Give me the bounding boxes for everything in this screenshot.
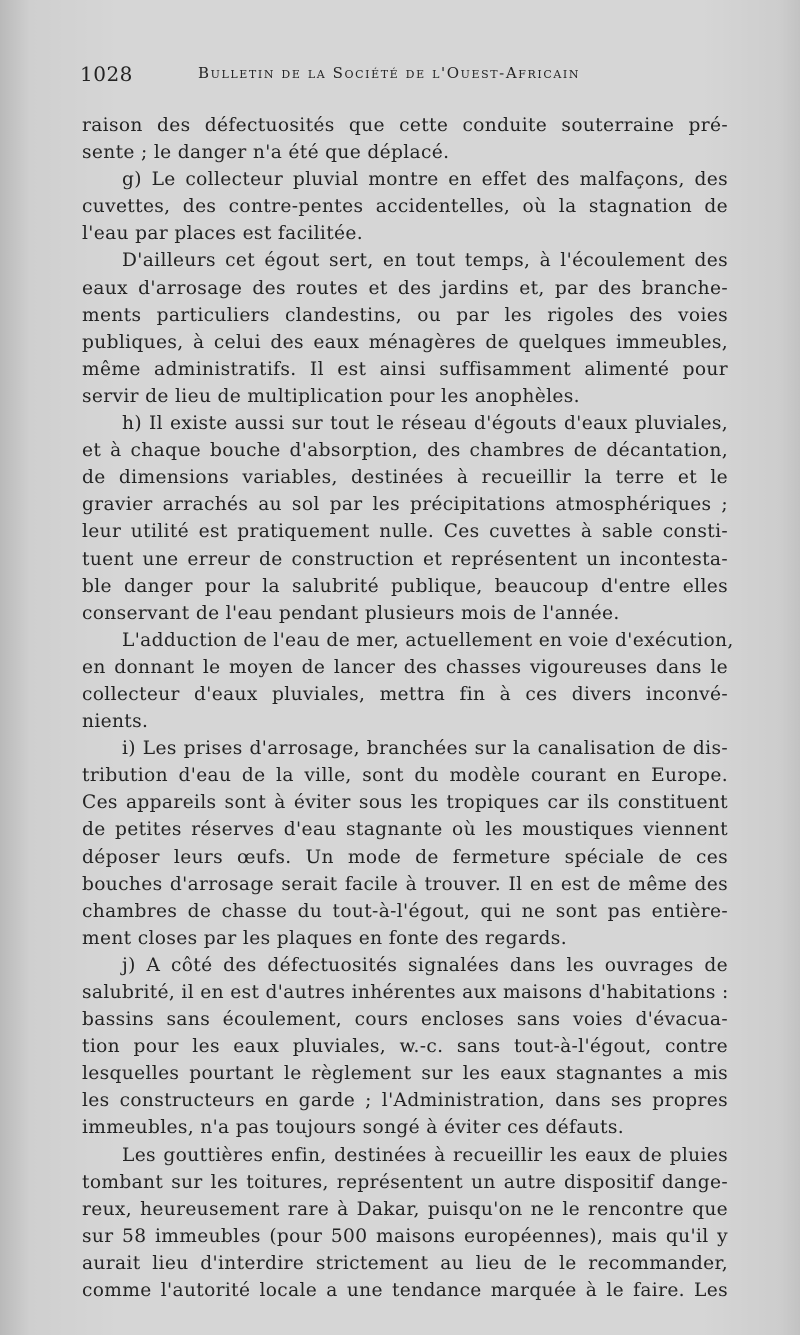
text-line: déposer leurs œufs. Un mode de fermeture spéciale de ces — [82, 846, 728, 868]
text-line: l'eau par places est facilitée. — [82, 223, 364, 245]
text-line: j) A côté des défectuosités signalées dans les ouvrages de — [122, 954, 728, 976]
text-line: servir de lieu de multiplication pour les anophèles. — [82, 385, 580, 407]
text-line: même administratifs. Il est ainsi suffisamment alimenté pour — [82, 358, 728, 380]
text-line: tuent une erreur de construction et représentent un incontesta- — [82, 548, 728, 570]
page-number: 1028 — [80, 62, 133, 86]
text-line: Les gouttières enfin, destinées à recueillir les eaux de pluies — [122, 1144, 728, 1166]
text-line: chambres de chasse du tout-à-l'égout, qui ne sont pas entière- — [82, 900, 728, 922]
text-line: ment closes par les plaques en fonte des regards. — [82, 927, 567, 949]
text-line: lesquelles pourtant le règlement sur les eaux stagnantes a mis — [82, 1063, 728, 1085]
page-header — [80, 62, 730, 92]
text-line: conservant de l'eau pendant plusieurs mois de l'année. — [82, 602, 620, 624]
running-title: Bulletin de la Société de l'Ouest-Africain — [198, 64, 581, 82]
text-line: h) Il existe aussi sur tout le réseau d'égouts d'eaux pluviales, — [122, 413, 728, 435]
text-line: ments particuliers clandestins, ou par les rigoles des voies — [82, 304, 728, 326]
text-line: aurait lieu d'interdire strictement au lieu de le recommander, — [82, 1252, 728, 1274]
text-line: Ces appareils sont à éviter sous les tropiques car ils constituent — [82, 792, 728, 814]
text-line: tombant sur les toitures, représentent un autre dispositif dange- — [82, 1171, 728, 1193]
text-line: reux, heureusement rare à Dakar, puisqu'on ne le rencontre que — [82, 1198, 728, 1220]
text-line: comme l'autorité locale a une tendance marquée à le faire. Les — [82, 1280, 728, 1302]
text-line: leur utilité est pratiquement nulle. Ces cuvettes à sable consti- — [82, 521, 728, 543]
text-line: D'ailleurs cet égout sert, en tout temps, à l'écoulement des — [122, 250, 728, 272]
body-text — [82, 112, 734, 1304]
text-line: de dimensions variables, destinées à recueillir la terre et le — [82, 467, 728, 489]
text-line: nients. — [82, 711, 149, 733]
text-line: sur 58 immeubles (pour 500 maisons européennes), mais qu'il y — [82, 1225, 728, 1247]
text-line: i) Les prises d'arrosage, branchées sur la canalisation de dis- — [122, 738, 728, 760]
text-line: cuvettes, des contre-pentes accidentelles, où la stagnation de — [82, 196, 728, 218]
text-line: gravier arrachés au sol par les précipitations atmosphériques ; — [82, 494, 728, 516]
text-line: raison des défectuosités que cette conduite souterraine pré- — [82, 115, 728, 136]
text-line: tion pour les eaux pluviales, w.-c. sans tout-à-l'égout, contre — [82, 1036, 728, 1058]
text-line: eaux d'arrosage des routes et des jardins et, par des branche- — [82, 277, 728, 299]
text-line: publiques, à celui des eaux ménagères de quelques immeubles, — [82, 331, 728, 353]
text-line: en donnant le moyen de lancer des chasses vigoureuses dans le — [82, 656, 728, 678]
text-line: les constructeurs en garde ; l'Administration, dans ses propres — [82, 1090, 728, 1112]
text-line: collecteur d'eaux pluviales, mettra fin à ces divers inconvé- — [82, 683, 728, 705]
text-line: tribution d'eau de la ville, sont du modèle courant en Europe. — [82, 765, 728, 787]
text-line: bouches d'arrosage serait facile à trouver. Il en est de même des — [82, 873, 728, 895]
text-line: g) Le collecteur pluvial montre en effet des malfaçons, des — [122, 169, 728, 191]
text-line: immeubles, n'a pas toujours songé à éviter ces défauts. — [82, 1117, 624, 1139]
text-line: de petites réserves d'eau stagnante où les moustiques viennent — [82, 819, 728, 841]
text-line: salubrité, il en est d'autres inhérentes aux maisons d'habitations : — [82, 982, 729, 1003]
text-line: et à chaque bouche d'absorption, des chambres de décantation, — [82, 440, 728, 462]
text-line: bassins sans écoulement, cours encloses sans voies d'évacua- — [82, 1009, 728, 1031]
text-line: L'adduction de l'eau de mer, actuellement en voie d'exécution, — [122, 629, 734, 651]
text-line: ble danger pour la salubrité publique, beaucoup d'entre elles — [82, 575, 728, 597]
text-line: sente ; le danger n'a été que déplacé. — [82, 142, 450, 164]
